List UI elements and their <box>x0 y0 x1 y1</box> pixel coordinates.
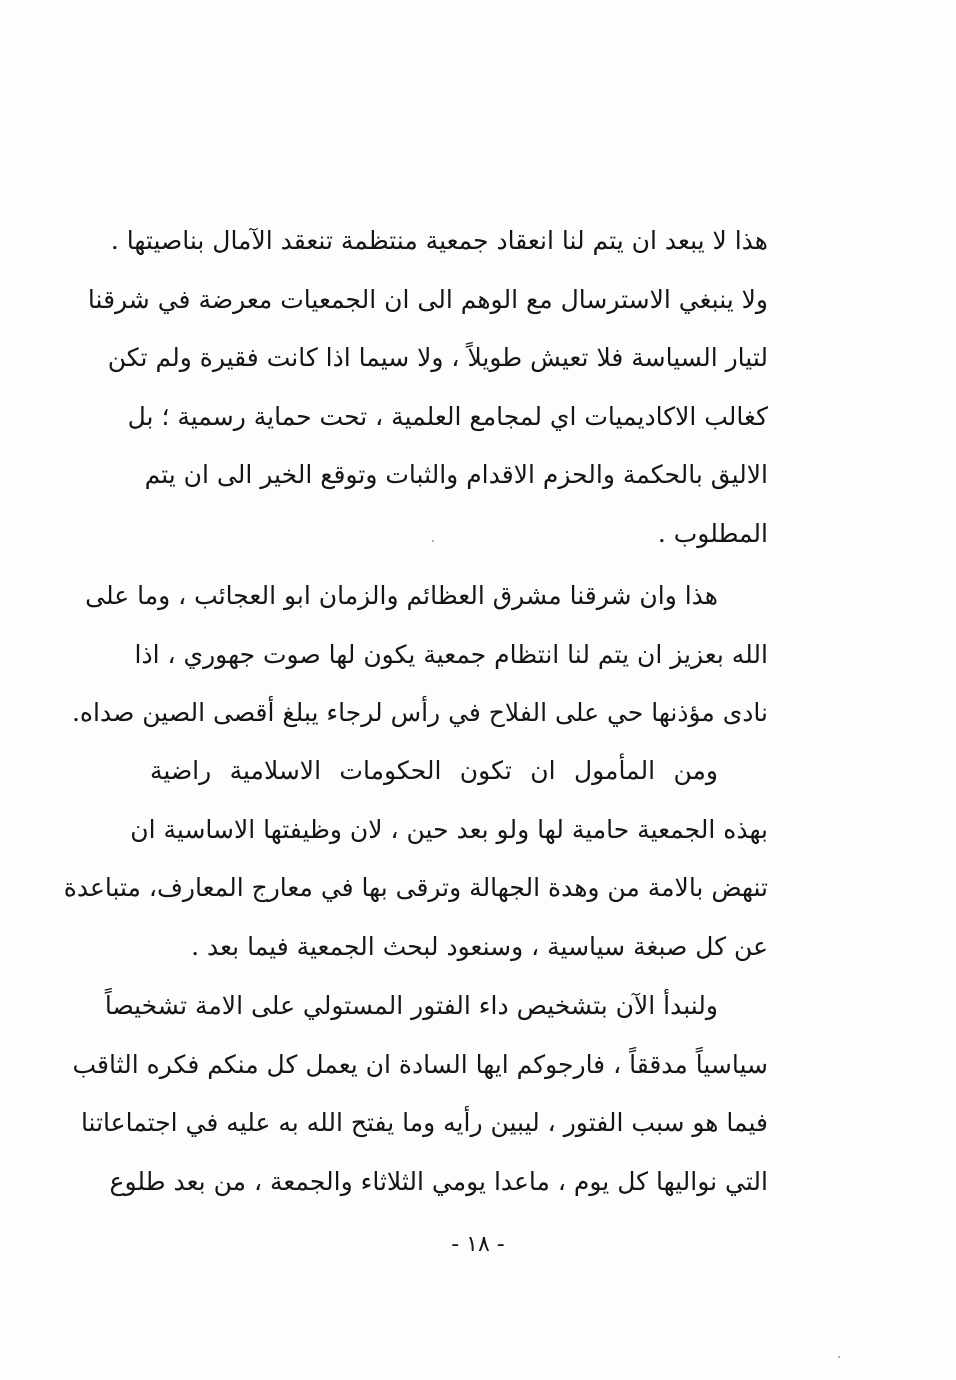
text-line: تنهض بالامة من وهدة الجهالة وترقى بها في معارج المعارف، متباعدة <box>63 873 768 902</box>
paragraph-3 <box>63 742 768 976</box>
text-line: ولا ينبغي الاسترسال مع الوهم الى ان الجمعيات معرضة في شرقنا <box>87 284 768 314</box>
paragraph-2 <box>71 567 768 743</box>
scan-speck <box>432 540 434 542</box>
text-line: فيما هو سبب الفتور ، ليبين رأيه وما يفتح الله به عليه في اجتماعاتنا <box>80 1108 768 1137</box>
text-line: كغالب الاكاديميات اي لمجامع العلمية ، تحت حماية رسمية ؛ بل <box>127 401 768 431</box>
text-line: نادى مؤذنها حي على الفلاح في رأس لرجاء يبلغ أقصى الصين صداه. <box>71 698 768 727</box>
text-line: سياسياً مدققاً ، فارجوكم ايها السادة ان يعمل كل منكم فكره الثاقب <box>72 1049 768 1079</box>
text-line: الله بعزيز ان يتم لنا انتظام جمعية يكون لها صوت جهوري ، اذا <box>134 639 768 669</box>
text-line: ولنبدأ الآن بتشخيص داء الفتور المستولي على الامة تشخيصاً <box>104 991 718 1020</box>
text-line: ومن المأمول ان تكون الحكومات الاسلامية راضية <box>150 756 718 785</box>
text-line: الاليق بالحكمة والحزم الاقدام والثبات وتوقع الخير الى ان يتم <box>144 460 768 489</box>
paragraph-4 <box>72 977 768 1211</box>
text-line: هذا وان شرقنا مشرق العظائم والزمان ابو العجائب ، وما على <box>85 581 718 610</box>
text-line: هذا لا يبعد ان يتم لنا انعقاد جمعية منتظمة تنعقد الآمال بناصيتها . <box>110 226 768 255</box>
paragraph-1 <box>87 212 768 563</box>
text-line: بهذه الجمعية حامية لها ولو بعد حين ، لان وظيفتها الاساسية ان <box>130 814 768 844</box>
scan-speck <box>838 1356 840 1358</box>
page-number: - ١٨ - <box>451 1232 505 1257</box>
text-line: التي نواليها كل يوم ، ماعدا يومي الثلاثاء والجمعة ، من بعد طلوع <box>109 1166 768 1196</box>
text-line: عن كل صبغة سياسية ، وسنعود لبحث الجمعية فيما بعد . <box>191 931 768 961</box>
text-line: لتيار السياسة فلا تعيش طويلاً ، ولا سيما اذا كانت فقيرة ولم تكن <box>107 343 768 372</box>
text-line: المطلوب . <box>657 518 768 548</box>
